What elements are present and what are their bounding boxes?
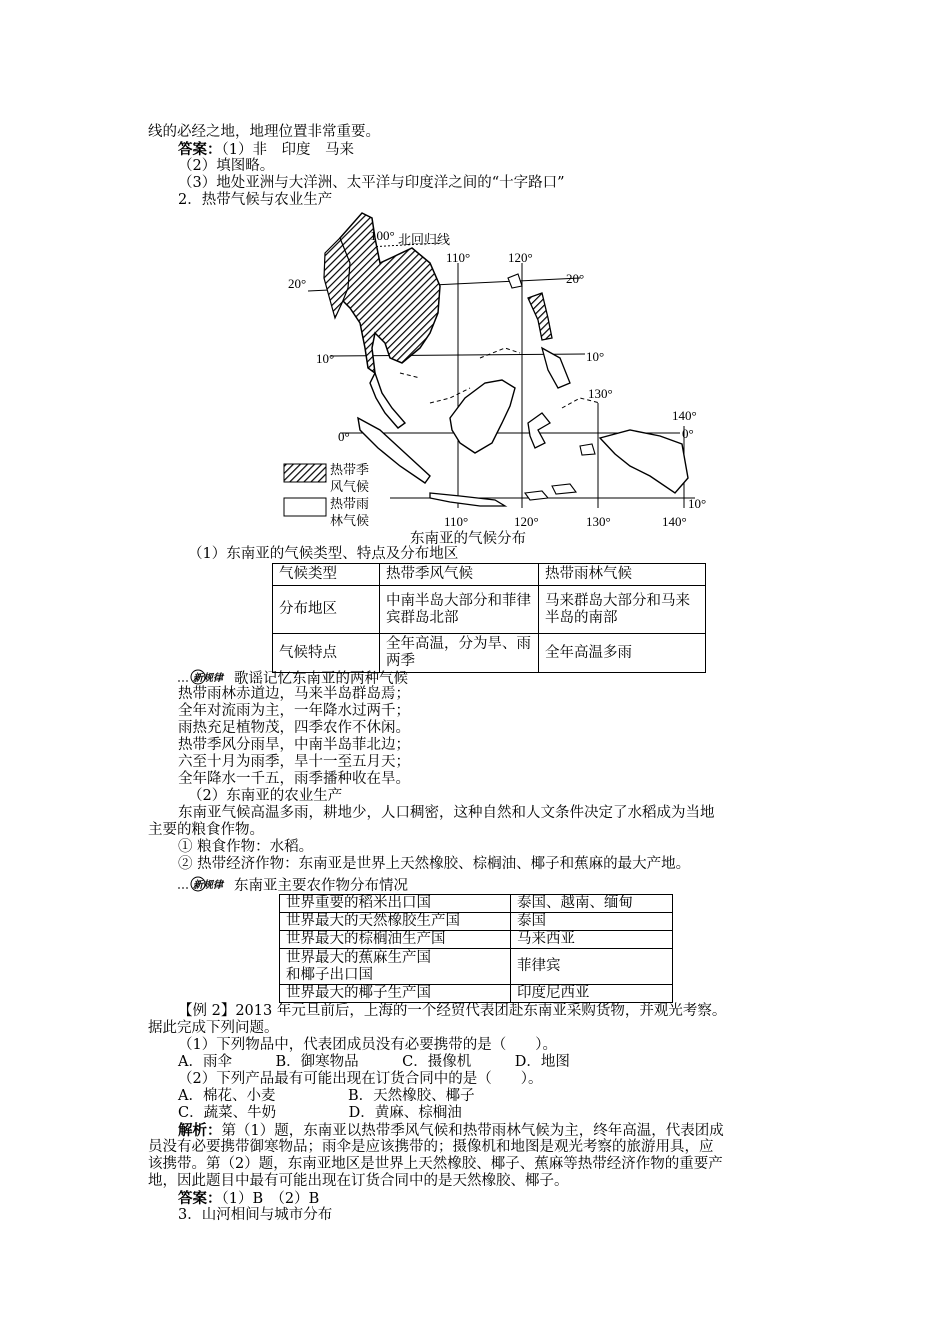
table-header-cell: 气候类型 (273, 564, 380, 586)
rhyme-line: 全年降水一千五，雨季播种收在旱。 (178, 771, 410, 787)
table-cell: 泰国 (511, 913, 673, 931)
lon-140-bottom-label: 140° (662, 514, 687, 529)
analysis-label: 解析： (178, 1122, 222, 1139)
text-line: （2）填图略。 (178, 158, 275, 174)
java (430, 493, 505, 506)
analysis-line (178, 1122, 724, 1140)
malay-peninsula (370, 373, 405, 428)
lat-10-left-label: 10° (316, 351, 335, 366)
answer-label: 答案： (178, 141, 222, 158)
question-line: （2）下列产品最有可能出现在订货合同中的是（ ）。 (178, 1071, 543, 1087)
island (552, 484, 576, 494)
lat-0-left-label: 0° (338, 429, 350, 444)
lat-20-right-label: 20° (566, 271, 585, 286)
table-cell: 印度尼西亚 (511, 985, 673, 1003)
answer-line (178, 1190, 319, 1208)
lon-110-label: 110° (446, 250, 471, 265)
lat-s10-label: 10° (688, 496, 707, 511)
sulawesi (528, 413, 550, 448)
table-cell: 世界最大的天然橡胶生产国 (280, 913, 511, 931)
rhyme-line: 热带季风分雨旱，中南半岛菲北边； (178, 737, 410, 753)
table-cell: 气候特点 (273, 634, 380, 673)
section-heading: 3．山河相间与城市分布 (178, 1207, 333, 1223)
example-line: 据此完成下列问题。 (148, 1020, 279, 1036)
lon-100-label: 100° (370, 228, 395, 243)
legend-monsoon-swatch (284, 464, 326, 482)
legend-rain-line1: 热带雨 (330, 496, 370, 511)
borneo (450, 380, 515, 453)
climate-table (272, 563, 706, 673)
island (508, 274, 522, 288)
table-cell: 全年高温多雨 (539, 634, 706, 673)
section-heading: （2）东南亚的农业生产 (188, 788, 343, 804)
table-cell: 马来西亚 (511, 931, 673, 949)
options-line: A．棉花、小麦 B．天然橡胶、椰子 (178, 1088, 475, 1104)
crop-title: 东南亚主要农作物分布情况 (234, 878, 408, 894)
lat-20-left-label: 20° (288, 276, 307, 291)
crop-table (279, 894, 673, 1003)
options-line: C．蔬菜、牛奶 D．黄麻、棕榈油 (178, 1105, 462, 1121)
table-cell: 泰国、越南、缅甸 (511, 895, 673, 913)
text-line: （3）地处亚洲与大洋洲、太平洋与印度洋之间的“十字路口” (178, 175, 565, 191)
answer-text: （1）B （2）B (221, 1191, 320, 1207)
options-line: A．雨伞 B．御寒物品 C．摄像机 D．地图 (178, 1054, 570, 1070)
list-item: ② 热带经济作物：东南亚是世界上天然橡胶、棕榈油、椰子和蕉麻的最大产地。 (178, 856, 691, 872)
badge-label: 新规律 (193, 673, 223, 684)
legend-rain-line2: 林气候 (330, 513, 370, 528)
analysis-line: 员没有必要携带御寒物品；雨伞是应该携带的；摄像机和地图是观光考察的旅游用具，应 (148, 1139, 714, 1155)
lon-110-bottom-label: 110° (444, 514, 469, 529)
new-rule-badge (178, 669, 230, 685)
luzon (528, 293, 552, 340)
analysis-line: 该携带。第（2）题，东南亚地区是世界上天然橡胶、椰子、蕉麻等热带经济作物的重要产 (148, 1156, 723, 1172)
new-guinea (600, 430, 688, 493)
map-caption: 东南亚的气候分布 (410, 531, 526, 547)
list-item: ① 粮食作物：水稻。 (178, 839, 314, 855)
rhyme-title: 歌谣记忆东南亚的两种气候 (234, 671, 408, 687)
section-heading: （1）东南亚的气候类型、特点及分布地区 (188, 546, 459, 562)
rhyme-line: 热带雨林赤道边，马来半岛群岛焉； (178, 686, 410, 702)
table-cell: 分布地区 (273, 586, 380, 634)
tropic-label: 北回归线 (398, 232, 451, 247)
table-cell: 全年高温，分为旱、雨两季 (380, 634, 539, 673)
lat-10-right-label: 10° (586, 349, 605, 364)
table-cell: 马来群岛大部分和马来半岛的南部 (539, 586, 706, 634)
lat-0-right-label: 0° (682, 426, 694, 441)
island (580, 444, 595, 455)
lon-130-bottom-label: 130° (586, 514, 611, 529)
table-cell: 菲律宾 (511, 949, 673, 985)
paragraph-line: 东南亚气候高温多雨，耕地少，人口稠密，这种自然和人文条件决定了水稻成为当地 (178, 805, 715, 821)
rhyme-line: 全年对流雨为主，一年降水过两千； (178, 703, 410, 719)
table-cell: 世界重要的稻米出口国 (280, 895, 511, 913)
analysis-text: 第（1）题，东南亚以热带季风气候和热带雨林气候为主，终年高温，代表团成 (221, 1123, 724, 1139)
legend-monsoon-line1: 热带季 (330, 462, 370, 477)
table-cell: 世界最大的棕榈油生产国 (280, 931, 511, 949)
analysis-line: 地，因此题目中最有可能出现在订货合同中的是天然橡胶、椰子。 (148, 1173, 569, 1189)
rhyme-line: 六至十月为雨季，旱十一至五月天； (178, 754, 410, 770)
text-line: 线的必经之地，地理位置非常重要。 (148, 124, 380, 140)
crop-heading (178, 876, 408, 895)
table-header-cell: 热带雨林气候 (539, 564, 706, 586)
legend-rainforest-swatch (284, 498, 326, 516)
answer-line (178, 141, 354, 159)
table-cell: 世界最大的椰子生产国 (280, 985, 511, 1003)
lon-120-label: 120° (508, 250, 533, 265)
rhyme-line: 雨热充足植物茂，四季农作不休闲。 (178, 720, 410, 736)
lon-140-label: 140° (672, 408, 697, 423)
badge-label: 新规律 (193, 880, 223, 891)
table-cell: 世界最大的蕉麻生产国 和椰子出口国 (280, 949, 511, 985)
answer-text: （1）非 印度 马来 (221, 142, 354, 158)
answer-label: 答案： (178, 1190, 222, 1207)
paragraph-line: 主要的粮食作物。 (148, 822, 264, 838)
section-heading: 2．热带气候与农业生产 (178, 192, 333, 208)
island (525, 491, 548, 500)
example-line: 【例 2】2013 年元旦前后，上海的一个经贸代表团赴东南亚采购货物，并观光考察。 (178, 1003, 727, 1019)
question-line: （1）下列物品中，代表团成员没有必要携带的是（ ）。 (178, 1037, 557, 1053)
legend-monsoon-line2: 风气候 (330, 479, 370, 494)
new-rule-badge (178, 876, 230, 892)
southeast-asia-climate-map (280, 208, 720, 546)
lon-120-bottom-label: 120° (514, 514, 539, 529)
table-cell: 中南半岛大部分和菲律宾群岛北部 (380, 586, 539, 634)
lon-130-label: 130° (588, 386, 613, 401)
table-header-cell: 热带季风气候 (380, 564, 539, 586)
